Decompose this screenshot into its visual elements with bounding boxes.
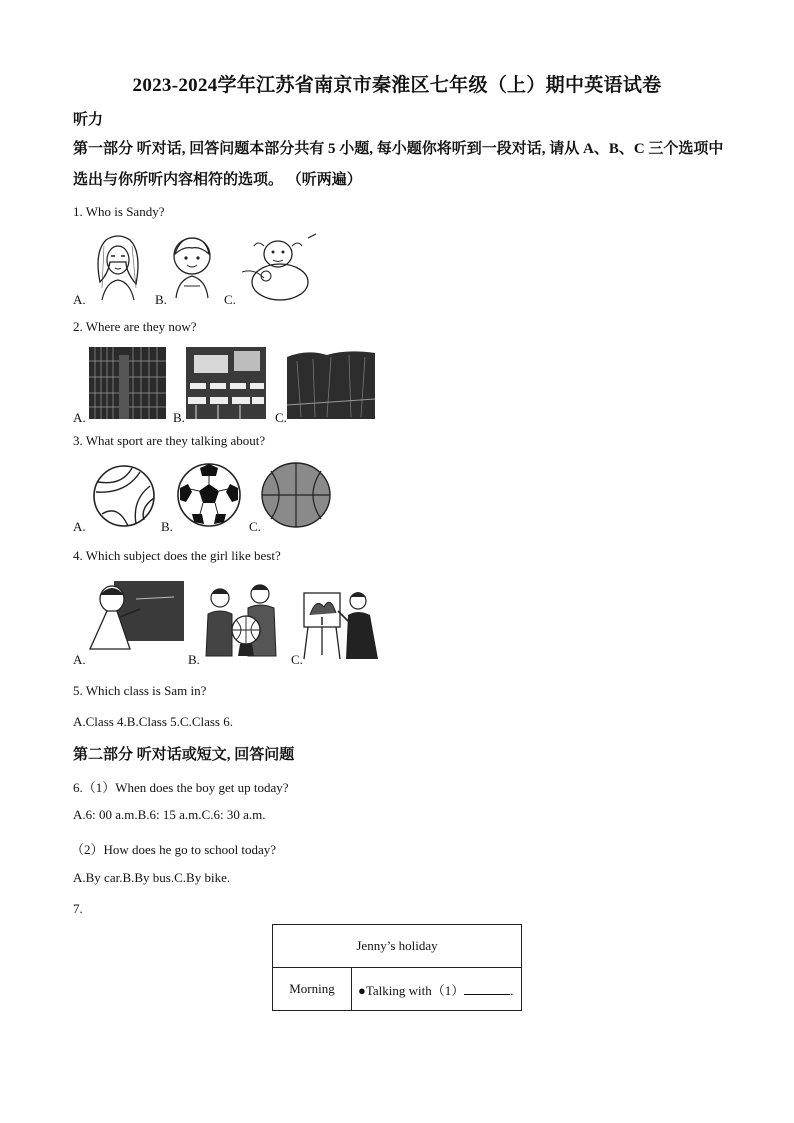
q1-label-c: C. <box>224 292 236 307</box>
part2-heading: 第二部分 听对话或短文, 回答问题 <box>73 747 295 763</box>
q3-option-b-soccer-ball-image <box>176 462 242 528</box>
q3-option-c-basketball-image <box>261 461 331 529</box>
table-cell-morning: Morning <box>273 968 352 1011</box>
q3-label-a: A. <box>73 519 86 534</box>
q2-label-a: A. <box>73 410 86 425</box>
q4-label-c: C. <box>291 652 303 667</box>
q4-label-a: A. <box>73 652 86 667</box>
q3-label-c: C. <box>249 519 261 534</box>
table-cell-morning-content <box>352 968 522 1011</box>
question-1: 1. Who is Sandy? <box>73 204 165 219</box>
morning-activity-text: ●Talking with（1） <box>358 982 465 998</box>
page-title: 2023-2024学年江苏省南京市秦淮区七年级（上）期中英语试卷 <box>132 75 662 96</box>
q1-option-a-long-hair-girl-image <box>86 232 148 302</box>
part1-instructions: 第一部分 听对话, 回答问题本部分共有 5 小题, 每小题你将听到一段对话, 请从 A、B、C 三个选项中选出与你所听内容相符的选项。 （听两遍） <box>73 141 724 188</box>
question-7: 7. <box>73 901 83 916</box>
q1-option-c-round-girl-image <box>236 232 320 302</box>
q2-option-c-park-image <box>287 347 375 419</box>
q2-option-a-library-image <box>89 347 166 419</box>
q4-option-a-teacher-blackboard-image <box>86 579 184 651</box>
q4-option-b-students-globe-image <box>202 580 286 660</box>
table-header-cell: Jenny’s holiday <box>273 925 522 968</box>
q1-label-b: B. <box>155 292 167 307</box>
q2-label-c: C. <box>275 410 287 425</box>
q1-option-b-short-hair-girl-image <box>166 232 218 302</box>
answer-blank-1[interactable] <box>464 982 510 995</box>
question-2: 2. Where are they now? <box>73 319 197 334</box>
jenny-holiday-table <box>272 924 522 1011</box>
question-6-2: （2）How does he go to school today? <box>71 842 277 857</box>
q4-option-c-art-painter-image <box>302 585 382 661</box>
q1-label-a: A. <box>73 292 86 307</box>
section-listening: 听力 <box>73 112 104 128</box>
q2-option-b-classroom-image <box>186 347 266 419</box>
question-6-1: 6.（1）When does the boy get up today? <box>73 780 289 795</box>
blank-end-period: . <box>510 982 514 998</box>
table-row <box>273 925 522 968</box>
q4-label-b: B. <box>188 652 200 667</box>
question-3: 3. What sport are they talking about? <box>73 433 266 448</box>
question-5-options: A.Class 4.B.Class 5.C.Class 6. <box>73 714 233 729</box>
q3-option-a-volleyball-image <box>92 464 156 528</box>
q2-label-b: B. <box>173 410 185 425</box>
question-4: 4. Which subject does the girl like best? <box>73 548 281 563</box>
question-6-1-options: A.6: 00 a.m.B.6: 15 a.m.C.6: 30 a.m. <box>73 807 266 822</box>
table-row <box>273 968 522 1011</box>
question-5: 5. Which class is Sam in? <box>73 683 207 698</box>
q3-label-b: B. <box>161 519 173 534</box>
question-6-2-options: A.By car.B.By bus.C.By bike. <box>73 870 231 885</box>
